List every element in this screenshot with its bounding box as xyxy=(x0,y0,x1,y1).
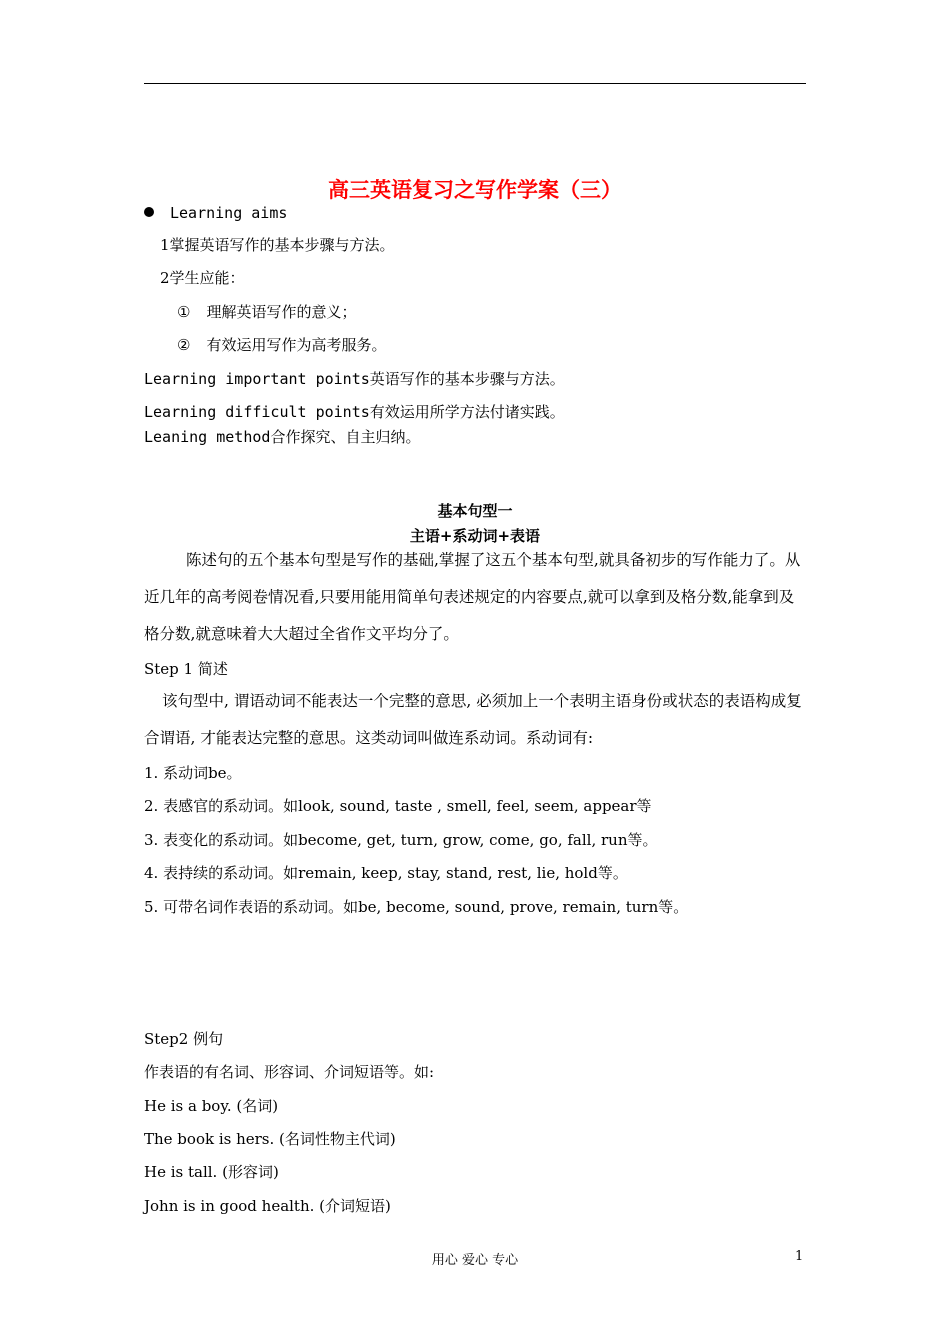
step2-example-3: He is tall. (形容词) xyxy=(144,1163,279,1181)
step1-item-4: 4. 表持续的系动词。如remain, keep, stay, stand, rest, lie, hold等。 xyxy=(144,864,628,882)
step1-paragraph: 该句型中, 谓语动词不能表达一个完整的意思, 必须加上一个表明主语身份或状态的表语构成复合谓语, 才能表达完整的意思。这类动词叫做连系动词。系动词有: xyxy=(144,692,802,747)
aims-heading: Learning aims xyxy=(170,204,288,222)
aims-sub-1 xyxy=(177,302,356,322)
step1-item-5: 5. 可带名词作表语的系动词。如be, become, sound, prove, remain, turn等。 xyxy=(144,898,689,916)
circled-two-marker: ② xyxy=(177,336,191,354)
aims-heading-line xyxy=(144,203,287,223)
step2-heading: Step2 例句 xyxy=(144,1030,224,1048)
method-line xyxy=(144,427,420,447)
step2-example-2: The book is hers. (名词性物主代词) xyxy=(144,1130,396,1148)
method-text: 合作探究、自主归纳。 xyxy=(270,428,421,446)
aims-sub-2-text: 有效运用写作为高考服务。 xyxy=(206,336,387,354)
aims-sub-1-text: 理解英语写作的意义； xyxy=(206,303,357,321)
step2-example-1: He is a boy. (名词) xyxy=(144,1097,279,1115)
section-subheading: 主语+系动词+表语 xyxy=(409,527,541,545)
difficult-points-line xyxy=(144,402,565,422)
aims-item-1: 1掌握英语写作的基本步骤与方法。 xyxy=(160,236,395,254)
important-points-label: Learning important points xyxy=(144,370,370,388)
difficult-points-label: Learning difficult points xyxy=(144,403,370,421)
step1-item-2: 2. 表感官的系动词。如look, sound, taste , smell, feel, seem, appear等 xyxy=(144,797,652,815)
important-points-text: 英语写作的基本步骤与方法。 xyxy=(369,370,565,388)
difficult-points-text: 有效运用所学方法付诸实践。 xyxy=(369,403,565,421)
footer-text: 用心 爱心 专心 xyxy=(431,1253,519,1268)
bullet-icon xyxy=(144,207,154,217)
aims-sub-2 xyxy=(177,335,386,355)
step1-item-3: 3. 表变化的系动词。如become, get, turn, grow, come, go, fall, run等。 xyxy=(144,831,658,849)
document-title: 高三英语复习之写作学案（三） xyxy=(328,178,622,202)
step2-intro: 作表语的有名词、形容词、介词短语等。如: xyxy=(144,1063,435,1081)
method-label: Leaning method xyxy=(144,428,271,446)
header-rule xyxy=(144,83,806,84)
step1-heading: Step 1 简述 xyxy=(144,660,228,678)
step2-example-4: John is in good health. (介词短语) xyxy=(144,1197,391,1215)
step1-item-1: 1. 系动词be。 xyxy=(144,764,242,782)
circled-one-marker: ① xyxy=(177,303,191,321)
section-intro-paragraph: 陈述句的五个基本句型是写作的基础,掌握了这五个基本句型,就具备初步的写作能力了。从近几年的高考阅卷情况看,只要用能用简单句表述规定的内容要点,就可以拿到及格分数,能拿到及格分数,就意味着大大超过全省作文平均分了。 xyxy=(144,551,801,643)
aims-item-2: 2学生应能： xyxy=(160,269,245,287)
page-number: 1 xyxy=(795,1249,804,1264)
section-heading: 基本句型一 xyxy=(437,502,513,520)
important-points-line xyxy=(144,369,565,389)
